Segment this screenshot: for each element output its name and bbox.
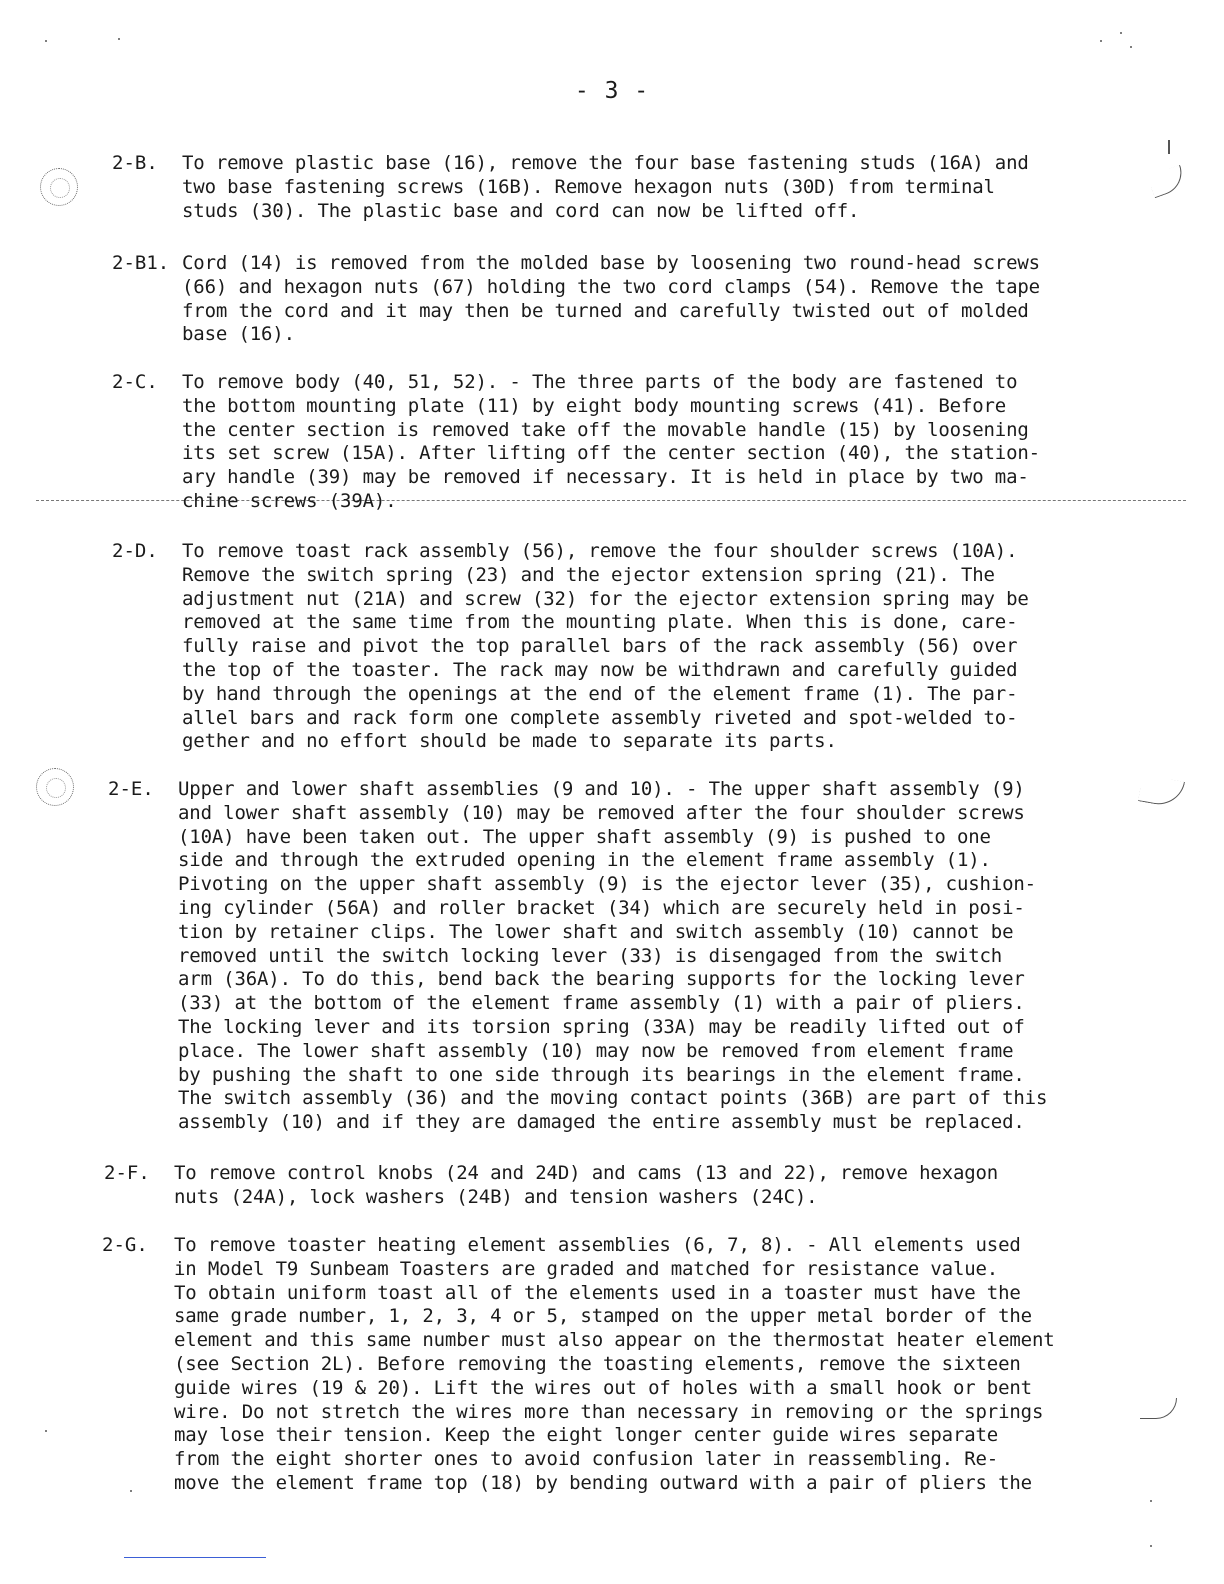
section-label: 2-F. <box>104 1162 150 1184</box>
text-line: ing cylinder (56A) and roller bracket (34) which are securely held in posi- <box>178 896 1025 919</box>
speck <box>1100 40 1102 42</box>
text-line: two base fastening screws (16B). Remove hexagon nuts (30D) from terminal <box>182 175 995 198</box>
text-line: from the eight shorter ones to avoid confusion later in reassembling. Re- <box>174 1448 999 1471</box>
punch-hole-middle <box>36 768 74 806</box>
text-line: in Model T9 Sunbeam Toasters are graded and matched for resistance value. <box>174 1257 999 1280</box>
text-line: Cord (14) is removed from the molded base by loosening two round-head screws <box>182 252 1040 274</box>
text-line: gether and no effort should be made to separate its parts. <box>182 730 837 753</box>
text-line: side and through the extruded opening in the element frame assembly (1). <box>178 849 991 872</box>
section-body <box>174 1162 998 1210</box>
text-line: ary handle (39) may be removed if necessary. It is held in place by two ma- <box>182 466 1029 489</box>
section-label: 2-C. <box>112 371 158 393</box>
speck <box>118 38 120 40</box>
text-line: studs (30). The plastic base and cord can now be lifted off. <box>182 199 860 222</box>
speck <box>1150 1500 1152 1502</box>
section-body <box>182 252 1040 347</box>
text-line: nuts (24A), lock washers (24B) and tension washers (24C). <box>174 1185 818 1208</box>
text-line: same grade number, 1, 2, 3, 4 or 5, stamped on the upper metal border of the <box>174 1305 1032 1328</box>
text-line: (10A) have been taken out. The upper shaft assembly (9) is pushed to one <box>178 825 991 848</box>
text-line: chine screws (39A). <box>182 489 397 512</box>
text-line: The switch assembly (36) and the moving contact points (36B) are part of this <box>178 1087 1048 1110</box>
section-body <box>182 152 1029 223</box>
section-body <box>174 1234 1055 1496</box>
bottom-rule <box>124 1557 266 1558</box>
text-line: the top of the toaster. The rack may now be withdrawn and carefully guided <box>182 658 1018 681</box>
section-label: 2-B. <box>112 152 158 174</box>
text-line: its set screw (15A). After lifting off the center section (40), the station- <box>182 442 1040 465</box>
text-line: by hand through the openings at the end of the element frame (1). The par- <box>182 682 1018 705</box>
text-line: element and this same number must also appear on the thermostat heater element <box>174 1329 1055 1352</box>
text-line: (33) at the bottom of the element frame assembly (1) with a pair of pliers. <box>178 992 1025 1015</box>
section-label: 2-B1. <box>112 252 170 274</box>
margin-mark-bottom <box>1140 1398 1177 1419</box>
text-line: place. The lower shaft assembly (10) may now be removed from element frame <box>178 1039 1014 1062</box>
text-line: removed until the switch locking lever (33) is disengaged from the switch <box>178 944 1003 967</box>
margin-mark-top <box>1147 165 1188 199</box>
text-line: base (16). <box>182 323 295 346</box>
text-line: To remove body (40, 51, 52). - The three parts of the body are fastened to <box>182 371 1018 393</box>
section-body <box>182 540 1029 754</box>
speck <box>1120 32 1122 34</box>
text-line: may lose their tension. Keep the eight longer center guide wires separate <box>174 1424 999 1447</box>
text-line: removed at the same time from the mounting plate. When this is done, care- <box>182 611 1018 634</box>
text-line: wire. Do not stretch the wires more than necessary in removing or the springs <box>174 1400 1044 1423</box>
speck <box>1168 140 1170 154</box>
speck <box>1130 46 1132 48</box>
text-line: Pivoting on the upper shaft assembly (9) is the ejector lever (35), cushion- <box>178 873 1036 896</box>
text-line: and lower shaft assembly (10) may be removed after the four shoulder screws <box>178 801 1025 824</box>
punch-hole-top <box>40 168 78 206</box>
section-label: 2-G. <box>102 1234 148 1256</box>
text-line: To remove toast rack assembly (56), remove the four shoulder screws (10A). <box>182 540 1018 562</box>
text-line: tion by retainer clips. The lower shaft and switch assembly (10) cannot be <box>178 920 1014 943</box>
text-line: The locking lever and its torsion spring (33A) may be readily lifted out of <box>178 1015 1025 1038</box>
section-body <box>178 778 1047 1135</box>
speck <box>130 1490 132 1492</box>
section-body <box>182 371 1040 514</box>
margin-mark-middle <box>1138 774 1185 808</box>
text-line: (see Section 2L). Before removing the toasting elements, remove the sixteen <box>174 1352 1021 1375</box>
text-line: assembly (10) and if they are damaged the entire assembly must be replaced. <box>178 1111 1025 1134</box>
section-label: 2-D. <box>112 540 158 562</box>
text-line: guide wires (19 & 20). Lift the wires out of holes with a small hook or bent <box>174 1376 1032 1399</box>
text-line: the bottom mounting plate (11) by eight body mounting screws (41). Before <box>182 394 1007 417</box>
speck <box>1150 1545 1152 1547</box>
text-line: To remove toaster heating element assemblies (6, 7, 8). - All elements used <box>174 1234 1021 1256</box>
text-line: To remove control knobs (24 and 24D) and cams (13 and 22), remove hexagon <box>174 1162 999 1184</box>
text-line: fully raise and pivot the top parallel bars of the rack assembly (56) over <box>182 635 1018 658</box>
text-line: move the element frame top (18) by bending outward with a pair of pliers the <box>174 1471 1032 1494</box>
text-line: the center section is removed take off the movable handle (15) by loosening <box>182 418 1029 441</box>
text-line: Remove the switch spring (23) and the ejector extension spring (21). The <box>182 563 995 586</box>
text-line: Upper and lower shaft assemblies (9 and 10). - The upper shaft assembly (9) <box>178 778 1025 800</box>
speck <box>45 40 47 42</box>
speck <box>45 1430 47 1432</box>
text-line: allel bars and rack form one complete assembly riveted and spot-welded to- <box>182 706 1018 729</box>
page-number: - 3 - <box>574 78 650 104</box>
text-line: by pushing the shaft to one side through its bearings in the element frame. <box>178 1063 1025 1086</box>
text-line: (66) and hexagon nuts (67) holding the two cord clamps (54). Remove the tape <box>182 275 1040 298</box>
text-line: adjustment nut (21A) and screw (32) for the ejector extension spring may be <box>182 587 1029 610</box>
text-line: To remove plastic base (16), remove the four base fastening studs (16A) and <box>182 152 1029 174</box>
text-line: from the cord and it may then be turned and carefully twisted out of molded <box>182 299 1029 322</box>
text-line: arm (36A). To do this, bend back the bearing supports for the locking lever <box>178 968 1025 991</box>
section-label: 2-E. <box>108 778 154 800</box>
text-line: To obtain uniform toast all of the elements used in a toaster must have the <box>174 1281 1021 1304</box>
